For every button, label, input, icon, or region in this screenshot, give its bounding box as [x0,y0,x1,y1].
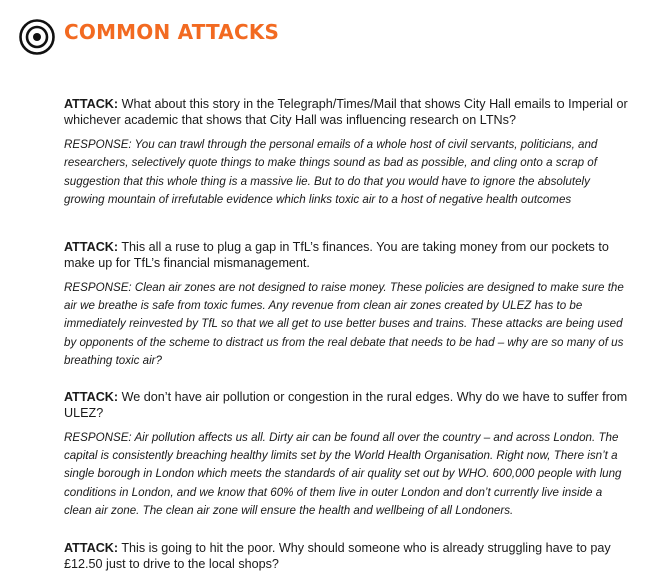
attack-paragraph [64,389,632,421]
attack-label: ATTACK: [64,97,119,111]
attacks-list [64,96,632,580]
target-icon [18,18,56,56]
attack-paragraph [64,96,632,128]
attack-block [64,389,632,521]
attack-text: What about this story in the Telegraph/Times/Mail that shows City Hall emails to Imperial or whichever academic that shows that City Hall was influencing research on LTNs? [64,97,628,127]
attack-text: We don’t have air pollution or congestion in the rural edges. Why do we have to suffer from ULEZ? [64,389,628,420]
attack-paragraph [64,239,632,271]
attack-block [64,239,632,371]
response-paragraph: RESPONSE: Air pollution affects us all. Dirty air can be found all over the country – and across London. The capital is consistently breaching healthy limits set by the World Health Organisation. Right now, There isn’t a single borough in London which meets the standards of air quality set out by WHO. 600,000 people with lung conditions in London, and we know that 60% of them live in outer London and don’t currently live inside a clean air zone. The clean air zone will ensure the health and wellbeing of all Londoners. [64,430,622,518]
attack-label: ATTACK: [64,239,119,254]
attack-paragraph [64,540,632,572]
attack-block [64,96,632,210]
attack-label: ATTACK: [64,540,119,555]
response-paragraph: RESPONSE: You can trawl through the personal emails of a whole host of civil servants, politicians, and researchers, selectively quote things to make things sound as bad as possible, and cling onto a scrap of suggestion that this whole thing is a massive lie. But to do that you would have to ignore the absolutely growing mountain of irrefutable evidence which links toxic air to a host of negative health outcomes [64,138,598,207]
page-title: COMMON ATTACKS [64,20,280,44]
attack-text: This all a ruse to plug a gap in TfL’s finances. You are taking money from our pockets to make up for TfL’s financial mismanagement. [64,239,609,270]
attack-label: ATTACK: [64,389,119,404]
page-header [18,18,639,62]
attack-block [64,540,632,572]
response-paragraph: RESPONSE: Clean air zones are not designed to raise money. These policies are designed to make sure the air we breathe is safe from toxic fumes. Any revenue from clean air zones created by ULEZ has to be immediately reinvested by TfL so that we all get to use better buses and trains. These attacks are being used by opponents of the scheme to distract us from the real debate that needs to be had – why are so many of us breathing toxic air? [64,280,624,368]
attack-text: This is going to hit the poor. Why should someone who is already struggling have to pay £12.50 just to drive to the local shops? [64,540,611,571]
